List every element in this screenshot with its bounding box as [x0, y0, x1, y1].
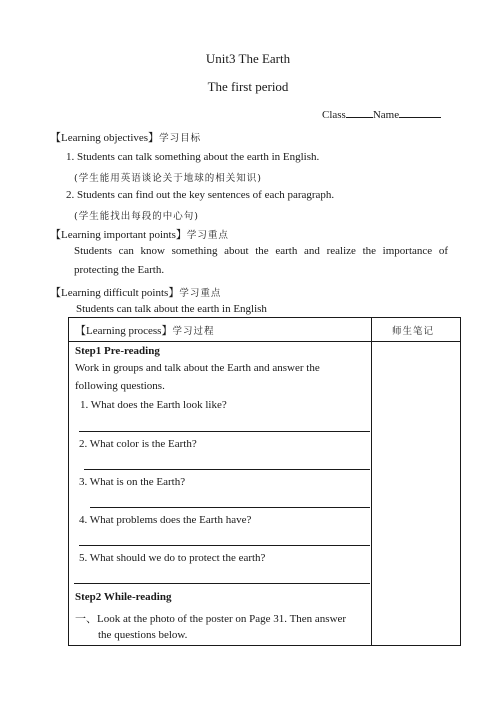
step1-title: Step1 Pre-reading: [75, 345, 160, 357]
question-3: 3. What is on the Earth?: [79, 476, 186, 488]
class-blank[interactable]: [346, 106, 373, 118]
difficult-heading-cn: 学习重点: [179, 288, 222, 299]
table-divider: [371, 317, 372, 646]
table-header-border: [68, 341, 461, 342]
process-header-cn: 学习过程: [172, 326, 215, 337]
answer-line-5[interactable]: [74, 583, 370, 584]
objective-item-2-cn: (学生能找出每段的中心句): [74, 211, 199, 222]
objective-item-1: 1. Students can talk something about the earth in English.: [66, 151, 320, 163]
question-5: 5. What should we do to protect the earth?: [79, 552, 266, 564]
step2-line2: the questions below.: [98, 629, 188, 641]
step2-title: Step2 While-reading: [75, 591, 172, 603]
step1-intro-line2: following questions.: [75, 380, 165, 392]
important-text-line2: protecting the Earth.: [74, 264, 165, 276]
step1-intro-line1: Work in groups and talk about the Earth and answer the: [75, 362, 320, 374]
important-heading-en: 【Learning important points】: [50, 229, 187, 241]
process-header: [75, 322, 214, 338]
objective-item-2: 2. Students can find out the key sentences of each paragraph.: [66, 189, 335, 201]
notes-header: 师生笔记: [392, 326, 435, 337]
important-heading-cn: 学习重点: [186, 230, 229, 241]
objectives-heading-cn: 学习目标: [159, 133, 202, 144]
table-right-border: [460, 317, 461, 646]
table-top-border: [68, 317, 461, 318]
step2-line1: 一、Look at the photo of the poster on Page 31. Then answer: [75, 613, 347, 625]
name-blank[interactable]: [399, 106, 441, 118]
process-header-en: 【Learning process】: [75, 325, 173, 337]
important-heading: [50, 226, 229, 242]
question-2: 2. What color is the Earth?: [79, 438, 197, 450]
question-4: 4. What problems does the Earth have?: [79, 514, 252, 526]
class-name-line: [322, 106, 441, 121]
important-text-line1: Students can know something about the earth and realize the importance of: [74, 245, 448, 257]
difficult-heading: [50, 284, 221, 300]
difficult-heading-en: 【Learning difficult points】: [50, 287, 180, 299]
answer-line-4[interactable]: [79, 545, 370, 546]
page-title: Unit3 The Earth: [205, 51, 291, 66]
question-1: 1. What does the Earth look like?: [80, 399, 227, 411]
class-label: Class: [322, 109, 346, 121]
objectives-heading: [50, 129, 201, 145]
objective-item-1-cn: (学生能用英语谈论关于地球的相关知识): [74, 173, 262, 184]
objectives-heading-en: 【Learning objectives】: [50, 132, 160, 144]
page-subtitle: The first period: [207, 79, 289, 94]
table-left-border: [68, 317, 69, 646]
answer-line-2[interactable]: [84, 469, 370, 470]
answer-line-1[interactable]: [79, 431, 370, 432]
table-bottom-border: [68, 645, 461, 646]
name-label: Name: [372, 109, 400, 121]
answer-line-3[interactable]: [90, 507, 370, 508]
difficult-text: Students can talk about the earth in English: [76, 303, 267, 315]
